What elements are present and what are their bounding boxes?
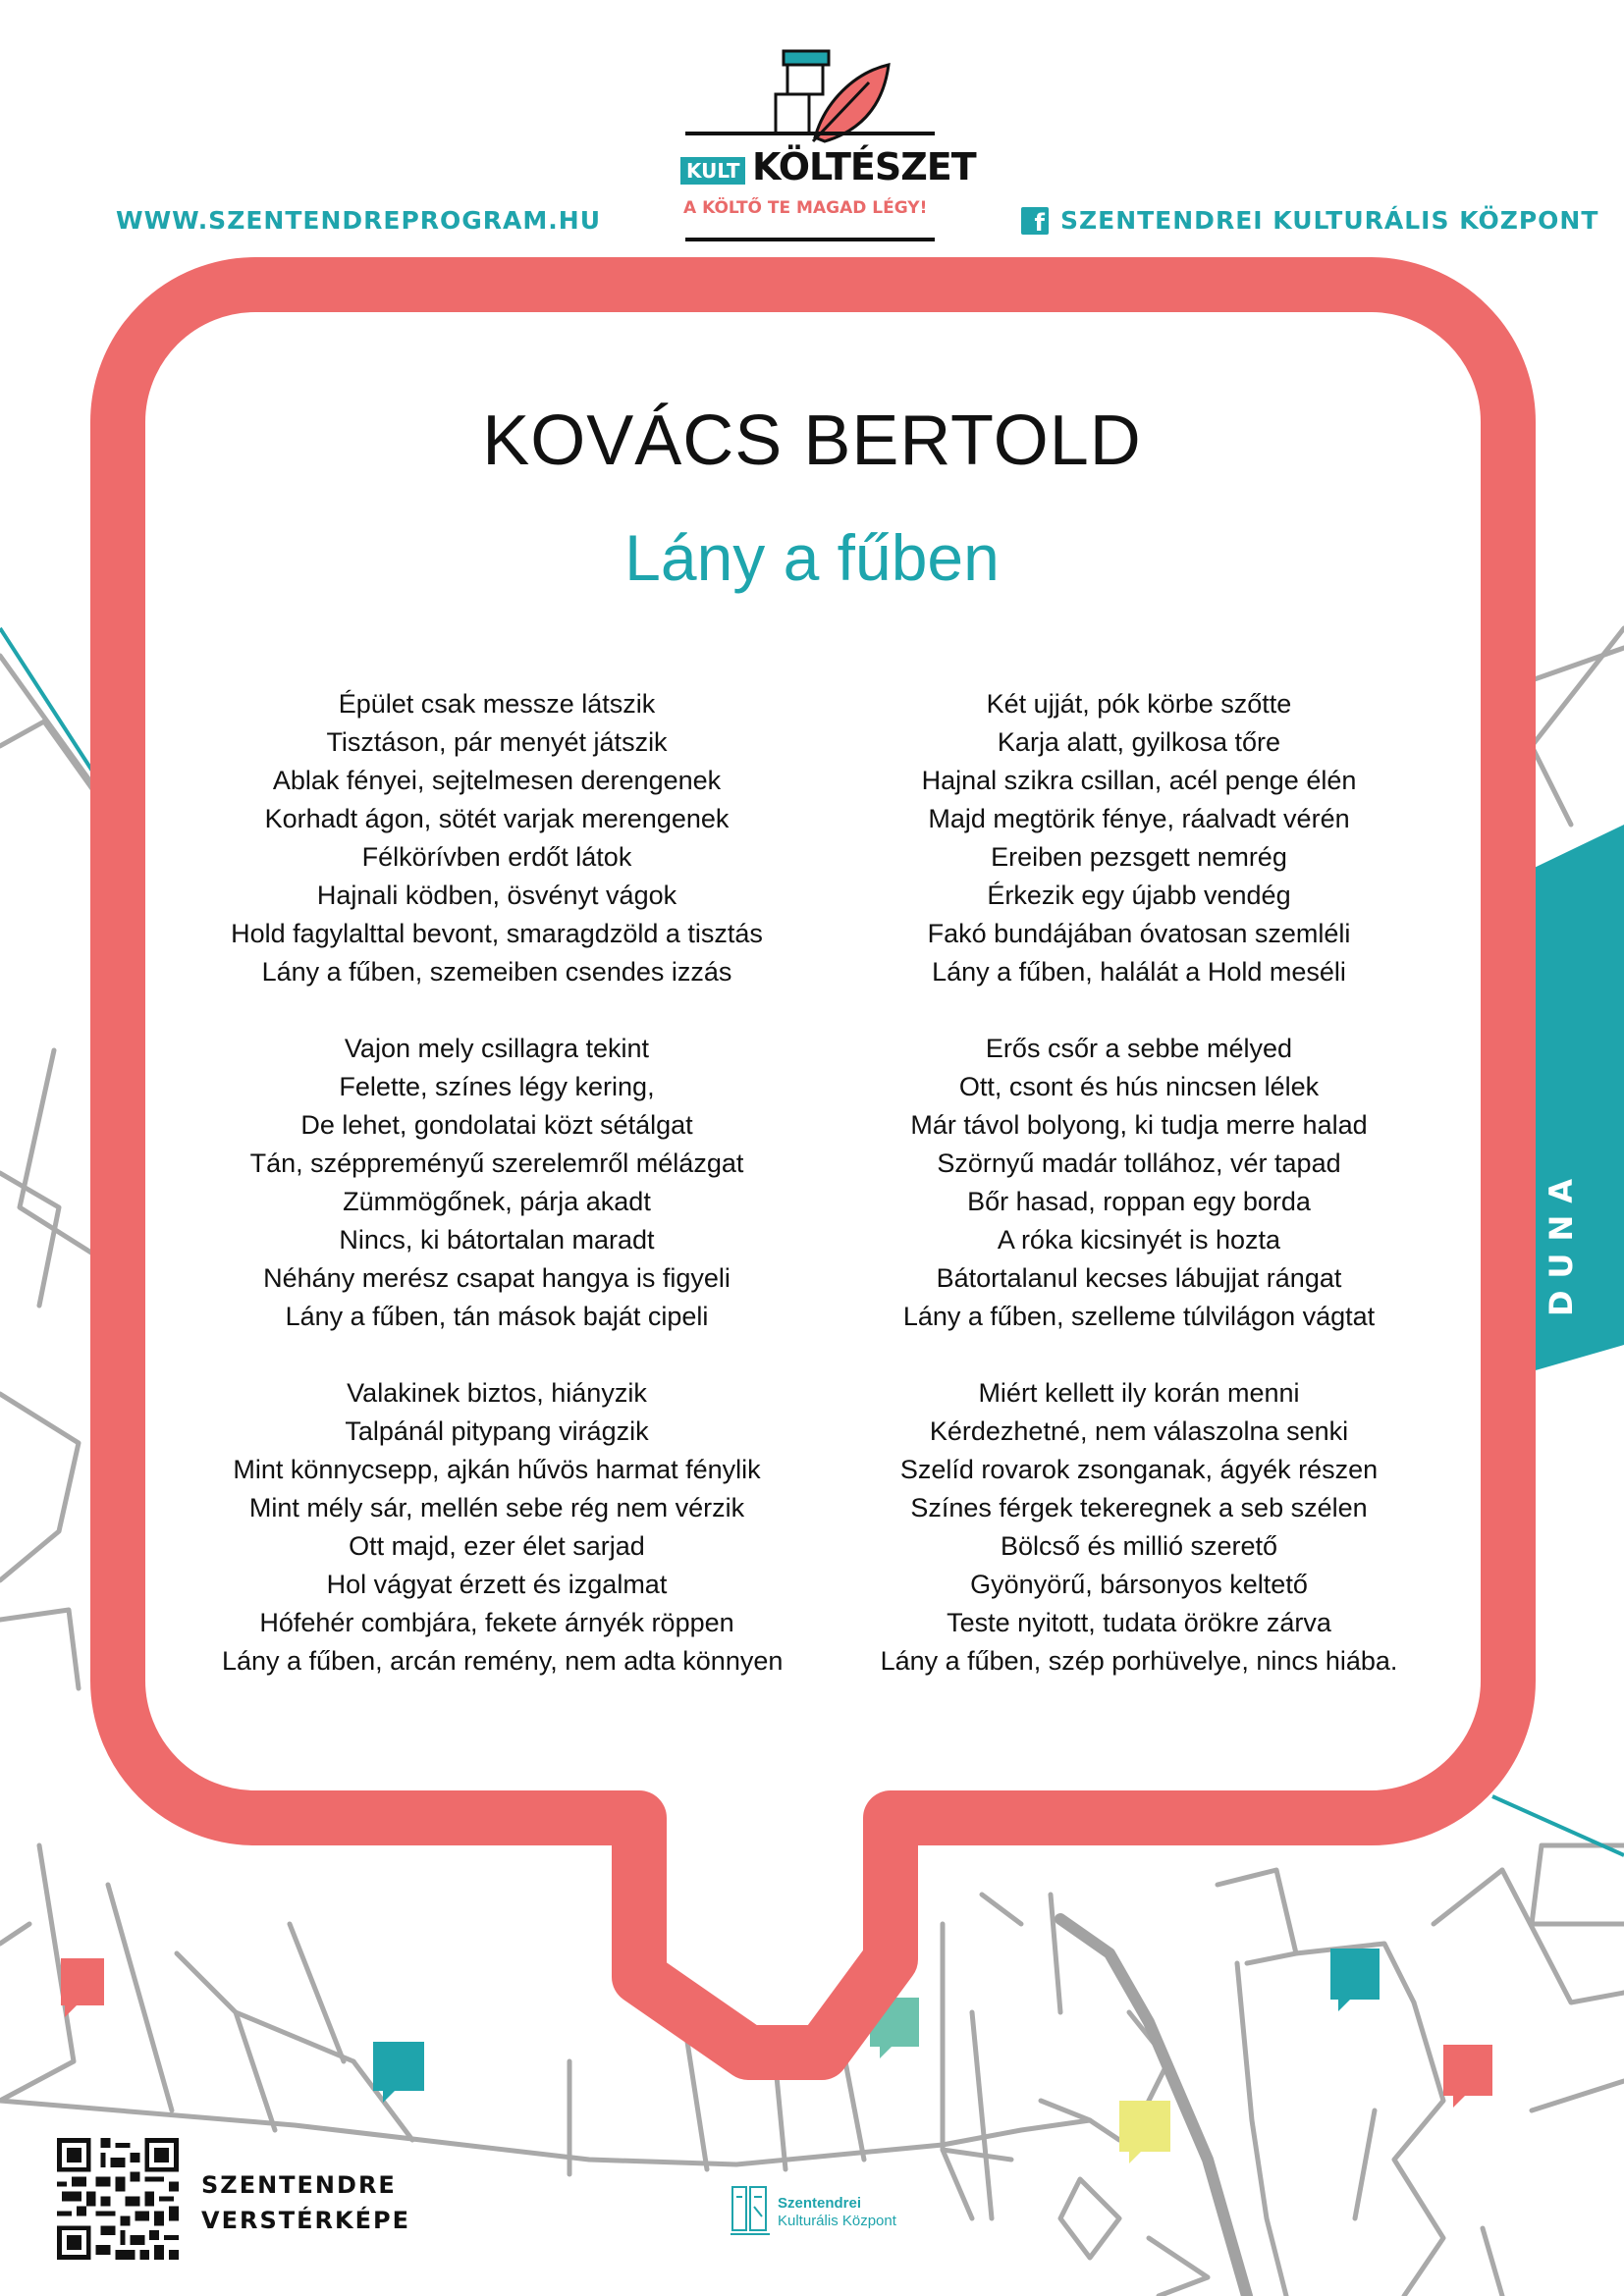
poetry-map-title (201, 2167, 410, 2238)
kult-kolteszet-logo (677, 43, 976, 249)
poem-line: Talpánál pitypang virágzik (345, 1416, 649, 1446)
poem-title: Lány a fűben (624, 521, 1000, 594)
river-label: DUNA (1543, 1166, 1580, 1317)
poem-line: Lány a fűben, szemeiben csendes izzás (261, 957, 732, 987)
poem-line: Lány a fűben, szép porhüvelye, nincs hiába. (880, 1646, 1398, 1676)
logo-name: KÖLTÉSZET (752, 145, 976, 188)
logo-tagline: A KÖLTŐ TE MAGAD LÉGY! (683, 198, 928, 218)
website-link[interactable]: WWW.SZENTENDREPROGRAM.HU (116, 206, 601, 235)
stanza (222, 1030, 772, 1336)
poem-line: Ott majd, ezer élet sarjad (349, 1531, 645, 1561)
poem-line: Valakinek biztos, hiányzik (347, 1378, 647, 1408)
stanza (864, 1030, 1414, 1336)
poem-author: KOVÁCS BERTOLD (482, 401, 1142, 480)
poem-line: Teste nyitott, tudata örökre zárva (947, 1608, 1331, 1637)
facebook-link[interactable] (1021, 206, 1598, 235)
poem-line: Lány a fűben, halálát a Hold meséli (932, 957, 1346, 987)
poem-line: Fakó bundájában óvatosan szemléli (927, 919, 1351, 948)
poem-line: Kérdezhetné, nem válaszolna senki (929, 1416, 1349, 1446)
poem-line: Színes férgek tekeregnek a seb szélen (910, 1493, 1368, 1522)
poem-line: Már távol bolyong, ki tudja merre halad (910, 1110, 1368, 1140)
poem-line: Hold fagylalttal bevont, smaragdzöld a tisztás (231, 919, 763, 948)
poem-line: Mint könnycsepp, ajkán hűvös harmat fénylik (233, 1455, 761, 1484)
poem-line: Bőr hasad, roppan egy borda (967, 1187, 1311, 1216)
stanza (864, 1374, 1414, 1681)
poem-line: Mint mély sár, mellén sebe rég nem vérzik (248, 1493, 745, 1522)
poem-line: Két ujját, pók körbe szőtte (986, 689, 1292, 719)
stanza (222, 1374, 784, 1681)
poem-line: Bölcső és millió szerető (1000, 1531, 1278, 1561)
map-name-line2: VERSTÉRKÉPE (201, 2207, 410, 2234)
poem-line: Szörnyű madár tollához, vér tapad (937, 1148, 1341, 1178)
poem-line: Zümmögőnek, párja akadt (343, 1187, 651, 1216)
center-logo-line2: Kulturális Központ (778, 2213, 896, 2229)
poem-line: Ablak fényei, sejtelmesen derengenek (272, 766, 722, 795)
poem-line: Majd megtörik fénye, ráalvadt vérén (928, 804, 1350, 833)
poem-line: Tán, széppreményű szerelemről mélázgat (249, 1148, 744, 1178)
poem-line: Miért kellett ily korán menni (978, 1378, 1300, 1408)
poem-line: Néhány merész csapat hangya is figyeli (263, 1263, 731, 1293)
poem-line: Ereiben pezsgett nemrég (991, 842, 1287, 872)
stanza (864, 685, 1414, 991)
poem-line: Bátortalanul kecses lábujjat rángat (936, 1263, 1342, 1293)
cultural-center-icon (731, 2183, 770, 2242)
poem-line: Félkörívben erdőt látok (361, 842, 632, 872)
poem-line: Karja alatt, gyilkosa tőre (997, 727, 1281, 757)
qr-code-icon[interactable] (57, 2138, 179, 2260)
poem-line: Érkezik egy újabb vendég (987, 881, 1291, 910)
poem-line: Tisztáson, pár menyét játszik (326, 727, 668, 757)
poem-line: A róka kicsinyét is hozta (997, 1225, 1281, 1255)
poem-line: Gyönyörű, bársonyos keltető (970, 1570, 1308, 1599)
center-logo-line1: Szentendrei (778, 2195, 862, 2212)
logo-kult: KULT (680, 157, 745, 185)
poem-line: Ott, csont és hús nincsen lélek (958, 1072, 1320, 1101)
poem-left-column (222, 685, 784, 1719)
poem-line: Hol vágyat érzett és izgalmat (326, 1570, 668, 1599)
poem-line: De lehet, gondolatai közt sétálgat (300, 1110, 693, 1140)
poem-line: Hófehér combjára, fekete árnyék röppen (259, 1608, 734, 1637)
poem-line: Felette, színes légy kering, (339, 1072, 655, 1101)
poem-line: Lány a fűben, arcán remény, nem adta könnyen (222, 1646, 784, 1676)
facebook-label: SZENTENDREI KULTURÁLIS KÖZPONT (1060, 206, 1599, 235)
facebook-icon: f (1021, 207, 1049, 235)
poem-line: Lány a fűben, tán mások baját cipeli (285, 1302, 709, 1331)
map-name-line1: SZENTENDRE (201, 2171, 397, 2199)
poem-right-column (864, 685, 1414, 1719)
stanza (222, 685, 772, 991)
poem-line: Hajnal szikra csillan, acél penge élén (921, 766, 1357, 795)
poem-line: Korhadt ágon, sötét varjak merengenek (264, 804, 730, 833)
poem-line: Épület csak messze látszik (338, 689, 656, 719)
poem-line: Hajnali ködben, ösvényt vágok (316, 881, 677, 910)
poem-line: Szelíd rovarok zsonganak, ágyék részen (899, 1455, 1379, 1484)
poem-line: Erős csőr a sebbe mélyed (985, 1034, 1293, 1063)
poem-line: Lány a fűben, szelleme túlvilágon vágtat (902, 1302, 1376, 1331)
cultural-center-logo (731, 2183, 896, 2242)
poem-line: Vajon mely csillagra tekint (344, 1034, 650, 1063)
poem-line: Nincs, ki bátortalan maradt (339, 1225, 655, 1255)
